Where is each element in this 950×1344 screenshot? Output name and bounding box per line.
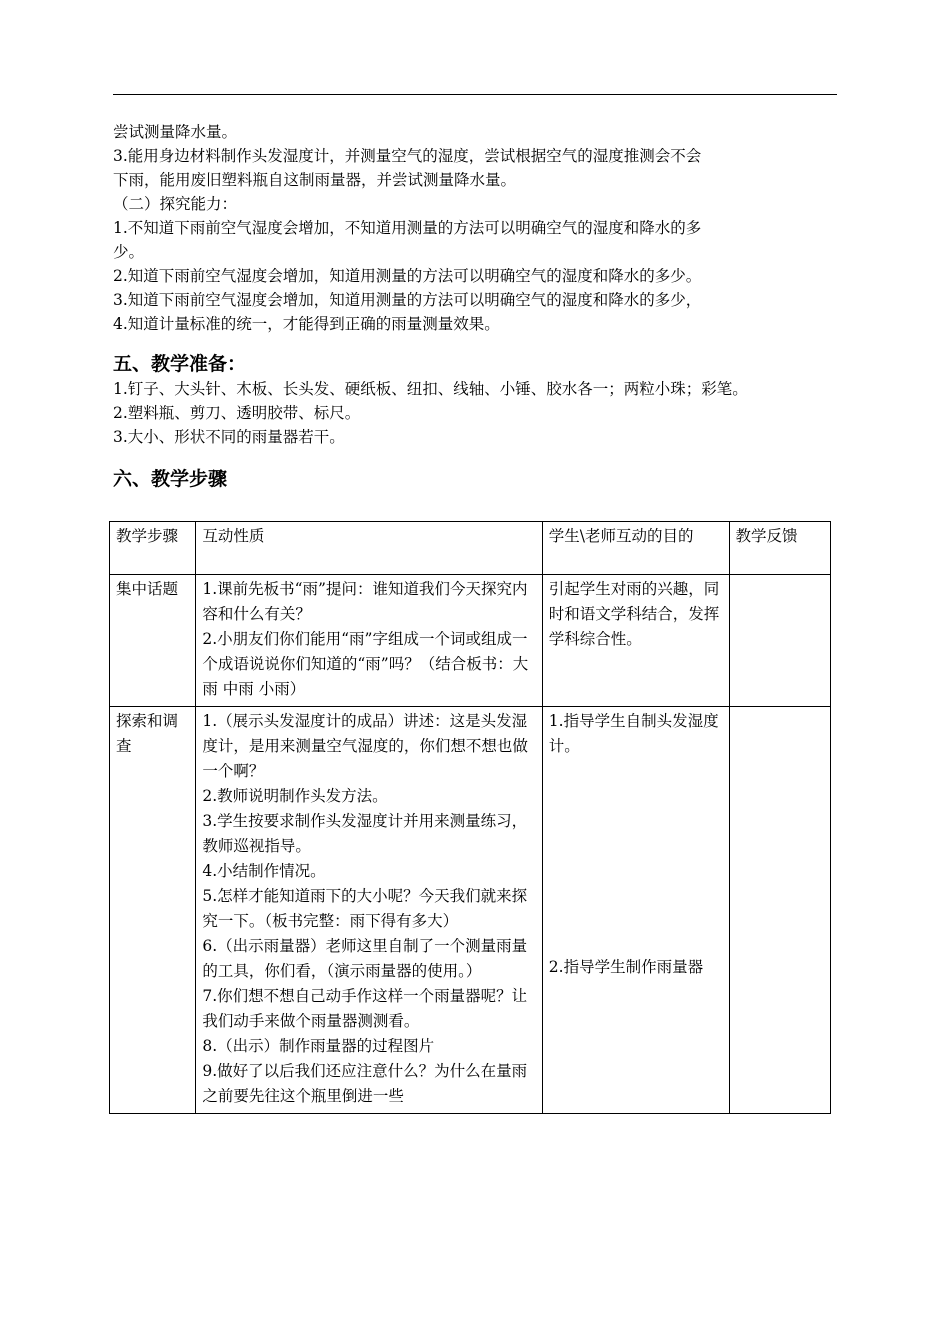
intro-line: 3.能用身边材料制作头发湿度计，并测量空气的湿度，尝试根据空气的湿度推测会不会 — [113, 147, 702, 165]
purpose-item: 引起学生对雨的兴趣，同时和语文学科结合，发挥学科综合性。 — [548, 580, 720, 648]
section-5-title: 五、教学准备： — [113, 353, 247, 375]
intro-line: 下雨，能用废旧塑料瓶自这制雨量器，并尝试测量降水量。 — [113, 171, 517, 189]
row-feedback — [729, 575, 830, 707]
row-step: 集中话题 — [110, 575, 196, 707]
interaction-item: 5.怎样才能知道雨下的大小呢？今天我们就来探究一下。（板书完整：雨下得有多大） — [202, 887, 528, 930]
section-6-title: 六、教学步骤 — [113, 468, 228, 490]
row-purpose — [542, 575, 729, 707]
header-interaction: 互动性质 — [196, 522, 542, 575]
interaction-item: 7.你们想不想自己动手作这样一个雨量器呢？让我们动手来做个雨量器测测看。 — [202, 987, 528, 1030]
header-step: 教学步骤 — [110, 522, 196, 575]
page-header-rule — [113, 94, 837, 95]
row-feedback — [729, 707, 830, 1114]
intro-line: 3.知道下雨前空气湿度会增加，知道用测量的方法可以明确空气的湿度和降水的多少， — [113, 291, 702, 309]
header-feedback: 教学反馈 — [729, 522, 830, 575]
table-row — [110, 707, 831, 1114]
interaction-item: 1.（展示头发湿度计的成品）讲述：这是头发湿度计，是用来测量空气湿度的，你们想不想也做一个啊？ — [202, 712, 528, 780]
interaction-item: 9.做好了以后我们还应注意什么？为什么在量雨之前要先往这个瓶里倒进一些 — [202, 1062, 528, 1105]
interaction-item: 8.（出示）制作雨量器的过程图片 — [202, 1037, 435, 1055]
intro-line: 尝试测量降水量。 — [113, 123, 238, 141]
row-interaction — [196, 707, 542, 1114]
interaction-item: 4.小结制作情况。 — [202, 862, 326, 880]
prep-line: 1.钉子、大头针、木板、长头发、硬纸板、纽扣、线轴、小锤、胶水各一；两粒小珠；彩笔。 — [113, 380, 748, 398]
row-interaction — [196, 575, 542, 707]
table-row — [110, 575, 831, 707]
interaction-item: 2.小朋友们你们能用“雨”字组成一个词或组成一个成语说说你们知道的“雨”吗？（结合板书：大雨 中雨 小雨） — [202, 630, 529, 698]
purpose-item: 1.指导学生自制头发湿度计。 — [548, 712, 719, 755]
table-header-row — [110, 522, 831, 575]
interaction-item: 6.（出示雨量器）老师这里自制了一个测量雨量的工具，你们看，（演示雨量器的使用。） — [202, 937, 528, 980]
purpose-item: 2.指导学生制作雨量器 — [548, 958, 704, 976]
prep-line: 3.大小、形状不同的雨量器若干。 — [113, 428, 345, 446]
teaching-steps-table — [109, 521, 831, 1114]
interaction-item: 3.学生按要求制作头发湿度计并用来测量练习，教师巡视指导。 — [202, 812, 528, 855]
intro-line: 1.不知道下雨前空气湿度会增加，不知道用测量的方法可以明确空气的湿度和降水的多 — [113, 219, 702, 237]
document-body — [113, 120, 837, 492]
prep-line: 2.塑料瓶、剪刀、透明胶带、标尺。 — [113, 404, 361, 422]
intro-line: 少。 — [113, 243, 145, 261]
intro-line: （二）探究能力： — [113, 195, 238, 213]
interaction-item: 2.教师说明制作头发方法。 — [202, 787, 388, 805]
intro-line: 4.知道计量标准的统一，才能得到正确的雨量测量效果。 — [113, 315, 500, 333]
row-purpose — [542, 707, 729, 1114]
intro-line: 2.知道下雨前空气湿度会增加，知道用测量的方法可以明确空气的湿度和降水的多少。 — [113, 267, 702, 285]
interaction-item: 1.课前先板书“雨”提问：谁知道我们今天探究内容和什么有关？ — [202, 580, 528, 623]
header-purpose: 学生\老师互动的目的 — [542, 522, 729, 575]
row-step: 探索和调查 — [110, 707, 196, 1114]
